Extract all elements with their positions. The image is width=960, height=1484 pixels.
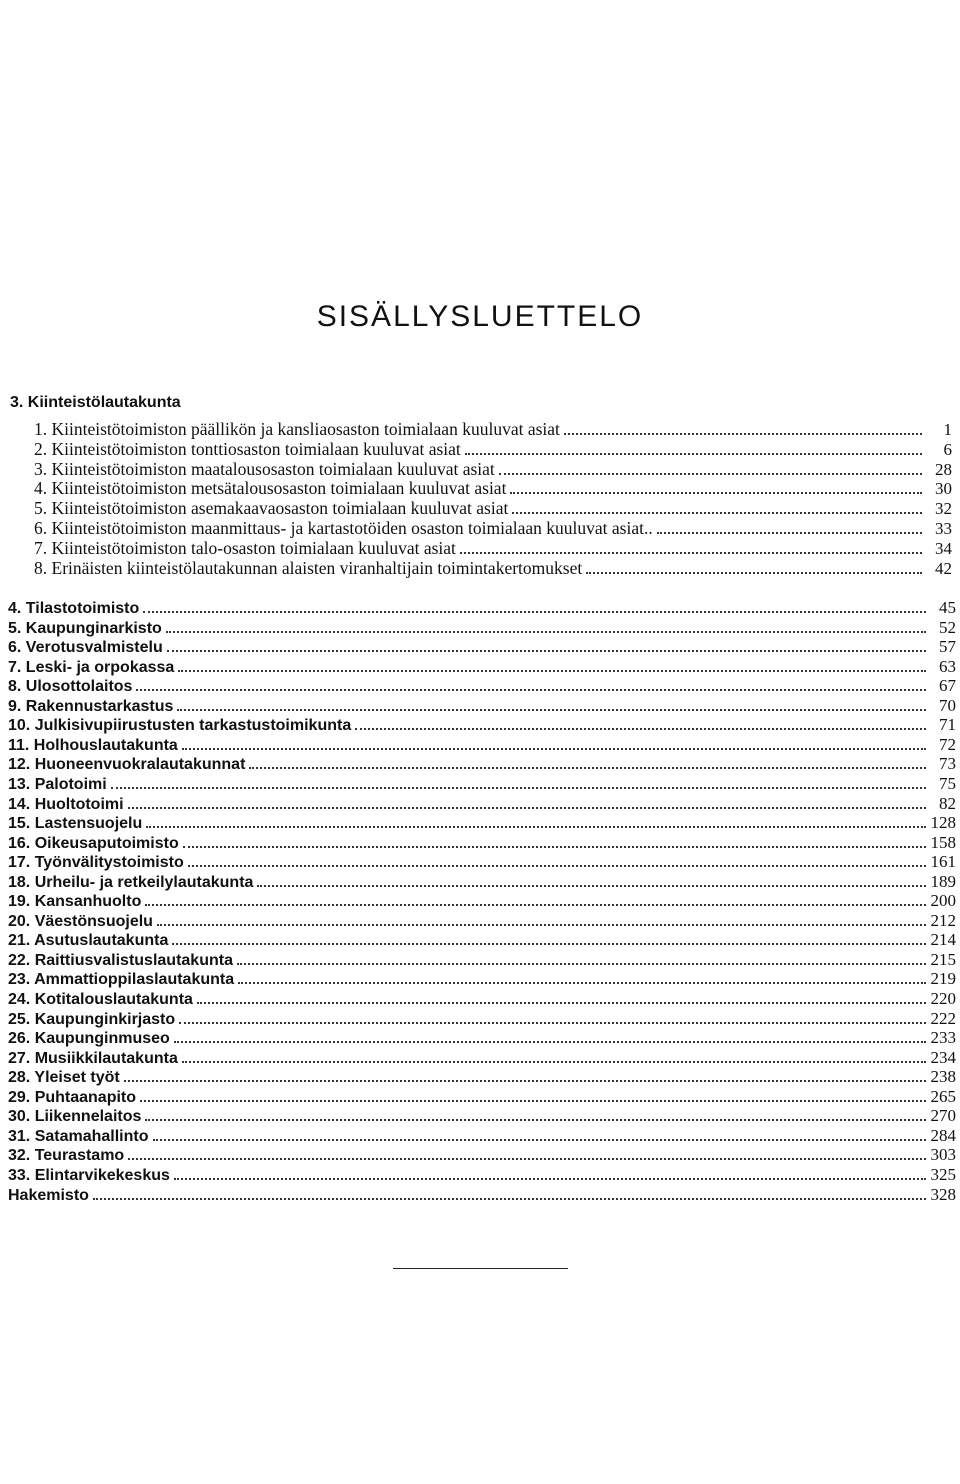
toc-entry[interactable] — [8, 598, 956, 618]
toc-entry-label: 4. Kiinteistötoimiston metsätalousosaston toimialaan kuuluvat asiat — [34, 479, 507, 499]
toc-entry-label: Hakemisto — [8, 1186, 89, 1204]
dot-leader — [182, 748, 926, 750]
dot-leader — [510, 492, 922, 494]
toc-entry-label: 22. Raittiusvalistuslautakunta — [8, 951, 233, 969]
section-number: 3. — [10, 394, 24, 411]
dot-leader — [128, 1158, 926, 1160]
toc-entry[interactable] — [8, 774, 956, 794]
toc-entry-label: 9. Rakennustarkastus — [8, 697, 174, 715]
toc-entry[interactable] — [8, 637, 956, 657]
toc-entry-page: 212 — [930, 910, 956, 930]
toc-entry-label: 20. Väestönsuojelu — [8, 912, 153, 930]
dot-leader — [257, 885, 926, 887]
toc-entry-page: 45 — [939, 598, 956, 617]
dot-leader — [128, 807, 926, 809]
toc-entry-label: 29. Puhtaanapito — [8, 1088, 137, 1106]
toc-entry[interactable] — [8, 813, 956, 833]
toc-entry[interactable] — [34, 539, 952, 559]
toc-entry-label: 15. Lastensuojelu — [8, 815, 143, 833]
page-title: SISÄLLYSLUETTELO — [316, 300, 644, 333]
toc-entry-page: 220 — [930, 989, 956, 1008]
toc-entry-label: 25. Kaupunginkirjasto — [8, 1010, 176, 1028]
toc-entry-page: 233 — [930, 1028, 956, 1048]
dot-leader — [157, 924, 926, 926]
toc-entry-page: 70 — [939, 695, 956, 715]
dot-leader — [166, 631, 926, 633]
toc-entry[interactable] — [34, 460, 952, 480]
toc-entry-label: 24. Kotitalouslautakunta — [8, 991, 193, 1008]
toc-entry[interactable] — [8, 950, 956, 970]
toc-entry[interactable] — [8, 911, 956, 931]
toc-entry-page: 189 — [930, 871, 956, 891]
section-label: Kiinteistölautakunta — [27, 394, 181, 411]
toc-entry[interactable] — [8, 1185, 956, 1205]
toc-entry-page: 238 — [930, 1067, 956, 1087]
toc-entry[interactable] — [8, 1087, 956, 1107]
toc-entry-label: 13. Palotoimi — [8, 775, 107, 793]
toc-entry[interactable] — [8, 1009, 956, 1029]
toc-entry[interactable] — [8, 696, 956, 716]
toc-entry-label: 16. Oikeusaputoimisto — [8, 834, 179, 852]
toc-entry[interactable] — [8, 1145, 956, 1165]
toc-entry[interactable] — [8, 676, 956, 696]
toc-entry[interactable] — [8, 657, 956, 677]
toc-entry[interactable] — [8, 989, 956, 1009]
toc-entry[interactable] — [8, 1126, 956, 1146]
toc-entry-page: 73 — [939, 754, 956, 774]
dot-leader — [657, 532, 922, 534]
toc-entry-page: 52 — [939, 617, 956, 637]
toc-entry-page: 72 — [939, 734, 956, 754]
dot-leader — [183, 846, 926, 848]
toc-entry[interactable] — [34, 559, 952, 579]
dot-leader — [179, 1022, 926, 1024]
toc-entry[interactable] — [34, 440, 952, 460]
dot-leader — [499, 473, 922, 475]
toc-entry-label: 6. Kiinteistötoimiston maanmittaus- ja kartastotöiden osaston toimialaan kuuluvat asiat.. — [34, 519, 653, 538]
toc-entry-label: 11. Holhouslautakunta — [8, 736, 178, 754]
section-heading-3 — [10, 394, 181, 412]
dot-leader — [124, 1080, 926, 1082]
toc-entry-page: 75 — [939, 773, 956, 793]
toc-entry[interactable] — [8, 930, 956, 950]
toc-entry-page: 158 — [930, 832, 956, 852]
toc-entry-label: 21. Asutuslautakunta — [8, 932, 169, 950]
toc-entry-label: 32. Teurastamo — [8, 1147, 125, 1165]
dot-leader — [238, 982, 926, 984]
toc-entry-page: 325 — [930, 1164, 956, 1184]
toc-entry-page: 234 — [930, 1047, 956, 1067]
toc-entry-page: 6 — [943, 439, 952, 459]
toc-entry-page: 57 — [939, 637, 956, 657]
dot-leader — [146, 826, 926, 828]
dot-leader — [465, 453, 922, 455]
toc-entry-label: 3. Kiinteistötoimiston maatalousosaston toimialaan kuuluvat asiat — [34, 459, 495, 479]
toc-entry-label: 14. Huoltotoimi — [8, 795, 124, 813]
toc-entry-page: 200 — [930, 891, 956, 911]
dot-leader — [178, 670, 926, 672]
toc-entry[interactable] — [8, 872, 956, 892]
dot-leader — [93, 1198, 926, 1200]
toc-entry[interactable] — [8, 1165, 956, 1185]
toc-entry-label: 7. Kiinteistötoimiston talo-osaston toimialaan kuuluvat asiat — [34, 538, 456, 558]
toc-entry-page: 270 — [930, 1106, 956, 1126]
toc-entry-page: 222 — [930, 1008, 956, 1028]
dot-leader — [355, 728, 926, 730]
toc-entry-label: 28. Yleiset työt — [8, 1069, 120, 1087]
toc-entry-page: 215 — [930, 949, 956, 969]
dot-leader — [249, 767, 926, 769]
dot-leader — [197, 1002, 926, 1004]
toc-entry[interactable] — [8, 1067, 956, 1087]
dot-leader — [182, 1061, 926, 1063]
toc-entry[interactable] — [8, 754, 956, 774]
toc-entry[interactable] — [8, 1048, 956, 1068]
dot-leader — [177, 709, 926, 711]
toc-entry-label: 8. Ulosottolaitos — [8, 678, 133, 696]
toc-entry[interactable] — [8, 891, 956, 911]
toc-entry[interactable] — [8, 1106, 956, 1126]
toc-entry-page: 82 — [939, 793, 956, 813]
toc-entry-label: 2. Kiinteistötoimiston tonttiosaston toimialaan kuuluvat asiat — [34, 439, 461, 459]
toc-entry-label: 4. Tilastotoimisto — [8, 600, 140, 617]
dot-leader — [167, 650, 926, 652]
toc-entry-label: 31. Satamahallinto — [8, 1127, 149, 1145]
toc-entry[interactable] — [34, 479, 952, 499]
toc-entry-page: 303 — [930, 1145, 956, 1165]
dot-leader — [153, 1139, 927, 1141]
dot-leader — [143, 611, 926, 613]
toc-entry[interactable] — [8, 618, 956, 638]
dot-leader — [140, 1100, 926, 1102]
toc-entry-label: 10. Julkisivupiirustusten tarkastustoimikunta — [8, 717, 352, 735]
toc-entry-label: 17. Työnvälitystoimisto — [8, 854, 184, 872]
toc-entry[interactable] — [8, 833, 956, 853]
toc-entry-page: 42 — [935, 558, 952, 578]
toc-entry-page: 33 — [935, 519, 952, 538]
toc-entry-page: 328 — [930, 1184, 956, 1204]
toc-entry[interactable] — [8, 969, 956, 989]
toc-entry[interactable] — [8, 1028, 956, 1048]
toc-entry-page: 214 — [930, 930, 956, 950]
toc-entry-label: 7. Leski- ja orpokassa — [8, 658, 175, 676]
toc-entry[interactable] — [8, 715, 956, 735]
toc-entry-label: 33. Elintarvikekeskus — [8, 1166, 170, 1184]
dot-leader — [172, 943, 926, 945]
dot-leader — [564, 433, 922, 435]
dot-leader — [136, 689, 926, 691]
toc-entry-page: 67 — [939, 676, 956, 696]
toc-entry-label: 5. Kaupunginarkisto — [8, 619, 162, 637]
toc-entry-page: 128 — [930, 813, 956, 833]
toc-entry-label: 8. Erinäisten kiinteistölautakunnan alaisten viranhaltijain toimintakertomukset — [34, 558, 583, 578]
dot-leader — [174, 1178, 926, 1180]
toc-entry-page: 71 — [939, 715, 956, 735]
dot-leader — [174, 1041, 926, 1043]
toc-entry-page: 63 — [939, 656, 956, 676]
dot-leader — [145, 904, 926, 906]
toc-entry[interactable] — [8, 852, 956, 872]
toc-entry-page: 28 — [935, 459, 952, 479]
dot-leader — [586, 572, 922, 574]
dot-leader — [512, 512, 922, 514]
dot-leader — [145, 1119, 926, 1121]
toc-entry-label: 6. Verotusvalmistelu — [8, 639, 163, 657]
toc-entry[interactable] — [34, 499, 952, 519]
toc-entry-page: 219 — [930, 969, 956, 989]
toc-entry-label: 5. Kiinteistötoimiston asemakaavaosaston toimialaan kuuluvat asiat — [34, 499, 509, 519]
toc-entry-page: 30 — [935, 479, 952, 499]
end-rule — [393, 1268, 568, 1269]
toc-entry-label: 26. Kaupunginmuseo — [8, 1030, 170, 1048]
toc-entry-page: 161 — [930, 852, 956, 872]
toc-entry[interactable] — [8, 735, 956, 755]
toc-entry-label: 18. Urheilu- ja retkeilylautakunta — [8, 873, 254, 891]
dot-leader — [460, 552, 922, 554]
toc-entry-page: 265 — [930, 1086, 956, 1106]
dot-leader — [111, 787, 926, 789]
toc-entry[interactable] — [34, 420, 952, 440]
toc-entry-page: 284 — [930, 1125, 956, 1145]
toc-entry[interactable] — [8, 794, 956, 814]
toc-entry-page: 34 — [935, 538, 952, 558]
toc-entry-label: 19. Kansanhuolto — [8, 893, 142, 911]
dot-leader — [237, 963, 926, 965]
dot-leader — [188, 865, 926, 867]
toc-entry-label: 1. Kiinteistötoimiston päällikön ja kansliaosaston toimialaan kuuluvat asiat — [34, 420, 560, 439]
toc-entry-label: 27. Musiikkilautakunta — [8, 1049, 178, 1067]
toc-entry-label: 12. Huoneenvuokralautakunnat — [8, 756, 246, 774]
toc-entry-page: 32 — [935, 499, 952, 519]
toc-entry-page: 1 — [943, 420, 952, 439]
toc-entry-label: 23. Ammattioppilaslautakunta — [8, 971, 235, 989]
toc-entry[interactable] — [34, 519, 952, 539]
toc-entry-label: 30. Liikennelaitos — [8, 1108, 142, 1126]
